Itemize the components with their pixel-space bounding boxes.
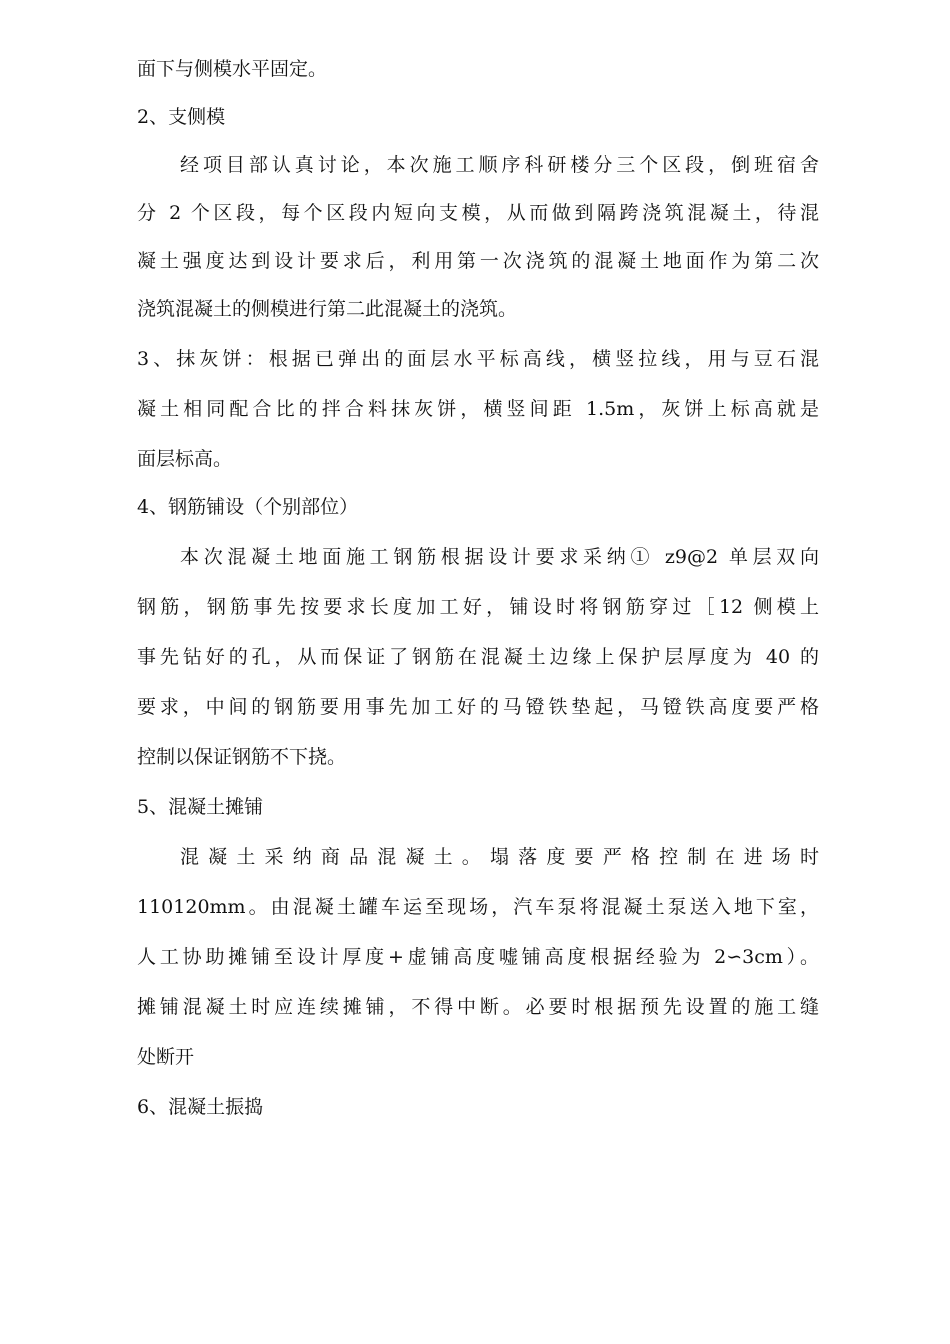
text-line-3: 经项目部认真讨论，本次施工顺序科研楼分三个区段，倒班宿舍 bbox=[180, 154, 819, 176]
text-line-15: 控制以保证钢筋不下挠。 bbox=[137, 746, 347, 768]
text-line-6: 浇筑混凝土的侧模进行第二此混凝土的浇筑。 bbox=[137, 298, 518, 320]
text-line-5: 凝土强度达到设计要求后，利用第一次浇筑的混凝土地面作为第二次 bbox=[137, 250, 819, 272]
text-line-9: 面层标高。 bbox=[137, 448, 233, 470]
text-line-19: 人工协助摊铺至设计厚度+虚铺高度嘘铺高度根据经验为 2∽3cm）。 bbox=[137, 946, 819, 968]
text-line-12: 钢筋，钢筋事先按要求长度加工好，铺设时将钢筋穿过［12 侧模上 bbox=[137, 596, 819, 618]
text-line-13: 事先钻好的孔，从而保证了钢筋在混凝土边缘上保护层厚度为 40 的 bbox=[137, 646, 819, 668]
section-heading-4: 4、钢筋铺设（个别部位） bbox=[137, 496, 359, 518]
text-line-17: 混凝土采纳商品混凝土。塌落度要严格控制在进场时 bbox=[180, 846, 819, 868]
section-heading-6: 6、混凝土振捣 bbox=[137, 1096, 264, 1118]
text-line-20: 摊铺混凝土时应连续摊铺，不得中断。必要时根据预先设置的施工缝 bbox=[137, 996, 819, 1018]
text-line-1: 面下与侧模水平固定。 bbox=[137, 58, 328, 80]
text-line-18: 110120mm。由混凝土罐车运至现场，汽车泵将混凝土泵送入地下室， bbox=[137, 896, 819, 918]
text-line-11: 本次混凝土地面施工钢筋根据设计要求采纳① z9@2 单层双向 bbox=[180, 546, 819, 568]
text-line-14: 要求，中间的钢筋要用事先加工好的马镫铁垫起，马镫铁高度要严格 bbox=[137, 696, 819, 718]
text-line-8: 凝土相同配合比的拌合料抹灰饼，横竖间距 1.5m，灰饼上标高就是 bbox=[137, 398, 819, 420]
text-line-21: 处断开 bbox=[137, 1046, 195, 1068]
section-heading-5: 5、混凝土摊铺 bbox=[137, 796, 264, 818]
text-line-4: 分 2 个区段，每个区段内短向支模，从而做到隔跨浇筑混凝土，待混 bbox=[137, 202, 819, 224]
section-heading-2: 2、支侧模 bbox=[137, 106, 226, 128]
section-heading-3: 3、抹灰饼：根据已弹出的面层水平标高线，横竖拉线，用与豆石混 bbox=[137, 348, 819, 370]
